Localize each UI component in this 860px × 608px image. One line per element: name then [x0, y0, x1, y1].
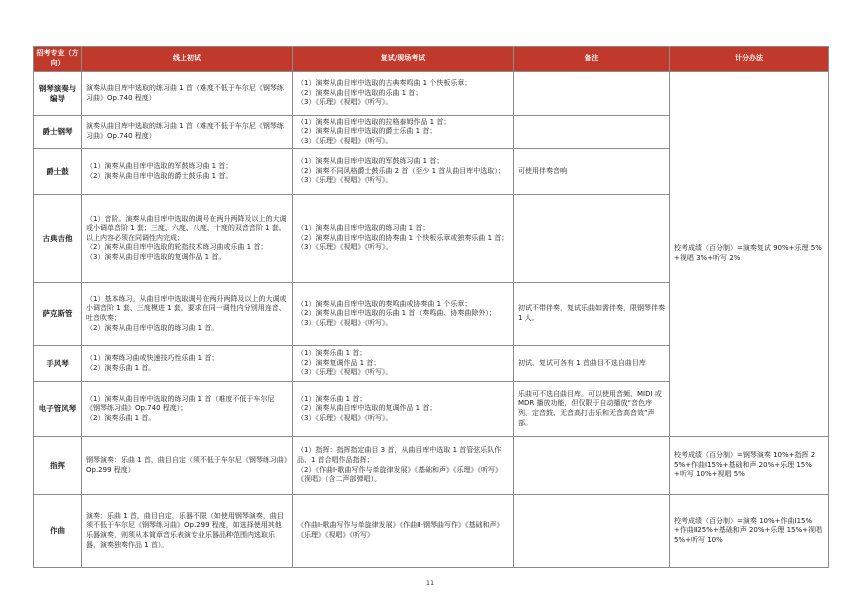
text-line: （1）演奏乐曲 1 首；	[297, 349, 367, 358]
notes-cell	[514, 382, 670, 437]
retest-cell	[293, 382, 514, 437]
page-number: 11	[425, 579, 435, 587]
text-line: （3）《乐理》《视唱》《听写》。	[297, 98, 393, 107]
major-name: 手风琴	[34, 346, 82, 382]
text-line: （3）《乐理》《视唱》《听写》。	[297, 176, 393, 185]
online-cell	[82, 437, 293, 495]
text-line: （1）演奏从曲目库中选取的练习曲 1 首；	[297, 224, 430, 233]
retest-cell	[293, 495, 514, 568]
scoring-cell: 校考成绩（百分制）=演奏 10%+作曲Ⅰ15%+作曲Ⅱ25%+基础和声 20%+乐理 15%+视唱 5%+听写 10%	[670, 495, 829, 568]
text-line: （1）演奏从曲目库中选取的军鼓练习曲 1 首；	[86, 161, 233, 170]
notes-cell	[514, 495, 670, 568]
online-cell	[82, 283, 293, 346]
text-line: 演奏：乐曲 1 首，曲目自定，乐器不限（如使用钢琴演奏，曲目须不低于车尔尼《钢琴练习曲》Op.299 程度，如选择使用其他乐器演奏，则须从本简章音乐表演专业乐器品种范围内选取乐器，演奏独奏作品 1 首）。	[86, 511, 284, 549]
retest-cell	[293, 346, 514, 382]
text-line: （1）演奏从曲目库中选取的古典奏鸣曲 1 个快板乐章；	[297, 79, 472, 88]
text-line: （3）《乐理》《视唱》《听写》。	[297, 136, 393, 145]
text-line: （2）演奏从曲目库中选取的练习曲 1 首。	[86, 323, 219, 332]
text-line: （3）《乐理》《视唱》《听写》。	[297, 368, 393, 377]
text-line: （1）演奏从曲目库中选取的军鼓练习曲 1 首；	[297, 157, 444, 166]
notes-cell	[514, 283, 670, 346]
text-line: （2）《作曲Ⅰ-歌曲写作与单旋律发展》《基础和声》《乐理》《听写》《视唱》（含二声部弹唱）。	[297, 465, 503, 484]
online-cell	[82, 495, 293, 568]
text-line: （1）演奏从曲目库中选取的拉格泰姆作品 1 首；	[297, 117, 451, 126]
text-line: 初试不带伴奏，复试乐曲如需伴奏，限钢琴伴奏 1 人。	[518, 304, 665, 322]
text-line: （3）演奏从曲目库中选取的复调作品 1 首。	[86, 252, 226, 261]
header-scoring: 计分办法	[670, 47, 829, 72]
text-line: （2）演奏复调作品 1 首；	[297, 358, 381, 367]
text-line: 钢琴演奏：乐曲 1 首，曲目自定（须不低于车尔尼《钢琴练习曲》Op.299 程度）	[86, 455, 288, 474]
header-notes: 备注	[514, 47, 670, 72]
notes-cell	[514, 195, 670, 283]
text-line: （3）《乐理》《视唱》《听写》。	[297, 413, 393, 422]
retest-cell	[293, 72, 514, 116]
header-online-exam: 线上初试	[82, 47, 293, 72]
major-name: 古典吉他	[34, 195, 82, 283]
admission-table	[33, 46, 829, 568]
header-retest: 复试/现场考试	[293, 47, 514, 72]
text-line: 可使用伴奏音响	[518, 166, 567, 175]
text-line: 演奏从曲目库中选取的练习曲 1 首（难度不低于车尔尼《钢琴练习曲》Op.740 程度）	[86, 122, 284, 140]
major-name: 电子管风琴	[34, 382, 82, 437]
text-line: （3）《乐理》《视唱》《听写》。	[297, 243, 393, 252]
notes-cell	[514, 346, 670, 382]
major-name: 爵士鼓	[34, 149, 82, 195]
table-row	[34, 437, 829, 495]
notes-cell	[514, 149, 670, 195]
table-row	[34, 72, 829, 116]
scoring-cell: 校考成绩（百分制）=演奏复试 90%+乐理 5%+视唱 3%+听写 2%	[670, 72, 829, 437]
text-line: （1）音阶。演奏从曲目库中选取的调号在两升两降及以上的大调或小调单音阶 1 套；三度、六度、八度、十度的双音音阶 1 套。以上内容必须在同调性内完成；	[86, 214, 287, 242]
text-line: （2）演奏乐曲 1 首。	[86, 363, 156, 372]
major-name: 萨克斯管	[34, 283, 82, 346]
header-major: 招考专业（方向）	[34, 47, 82, 72]
retest-cell	[293, 195, 514, 283]
text-line: （2）演奏从曲目库中选取的轮指技术练习曲或乐曲 1 首；	[86, 243, 268, 252]
notes-cell	[514, 72, 670, 116]
major-name: 作曲	[34, 495, 82, 568]
text-line: （1）演奏乐曲 1 首；	[297, 394, 367, 403]
online-cell	[82, 195, 293, 283]
text-line: 《作曲Ⅰ-歌曲写作与单旋律发展》《作曲Ⅱ-钢琴曲写作》《基础和声》《乐理》《视唱》《听写》	[297, 521, 504, 539]
online-cell	[82, 116, 293, 149]
scoring-cell: 校考成绩（百分制）=钢琴演奏 10%+指挥 25%+作曲Ⅰ15%+基础和声 20%+乐理 15%+听写 10%+视唱 5%	[670, 437, 829, 495]
notes-cell	[514, 437, 670, 495]
text-line: （2）演奏从曲目库中选取的复调作品 1 首；	[297, 404, 437, 413]
notes-cell	[514, 116, 670, 149]
text-line: 乐曲可不选自曲目库。可以使用音频、MIDI 或 MDR 播放功能，但仅限于自动播放“音色序列、定音鼓、无音高打击乐和无音高音效”声部。	[518, 389, 662, 427]
online-cell	[82, 72, 293, 116]
text-line: （2）演奏不同风格爵士鼓乐曲 2 首（至少 1 首从曲目库中选取）；	[297, 166, 505, 175]
online-cell	[82, 382, 293, 437]
text-line: （2）演奏从曲目库中选取的爵士鼓乐曲 1 首。	[86, 171, 233, 180]
text-line: （2）演奏从曲目库中选取的协奏曲 1 个快板乐章或独奏乐曲 1 首；	[297, 233, 509, 242]
text-line: 演奏从曲目库中选取的练习曲 1 首（难度不低于车尔尼《钢琴练习曲》Op.740 程度）	[86, 83, 284, 102]
text-line: 初试、复试可各有 1 首曲目不选自曲目库	[518, 358, 646, 367]
retest-cell	[293, 283, 514, 346]
text-line: （1）基本练习。从曲目库中选取调号在两升两降及以上的大调或小调音阶 1 套、三度模进 1 套，要求在同一调性内分别用连音、吐音吹奏；	[86, 294, 287, 322]
text-line: （2）演奏乐曲 1 首。	[86, 413, 156, 422]
text-line: （1）演奏练习曲或快速技巧性乐曲 1 首；	[86, 353, 219, 362]
online-cell	[82, 346, 293, 382]
retest-cell	[293, 116, 514, 149]
table-row	[34, 495, 829, 568]
text-line: （2）演奏从曲目库中选取的乐曲 1 首；	[297, 88, 423, 97]
text-line: （3）《乐理》《视唱》《听写》。	[297, 318, 393, 327]
text-line: （1）演奏从曲目库中选取的练习曲 1 首（难度不低于车尔尼《钢琴练习曲》Op.740 程度）；	[86, 394, 275, 413]
major-name: 指挥	[34, 437, 82, 495]
online-cell	[82, 149, 293, 195]
text-line: （1）指挥：指挥指定曲目 3 首，从曲目库中选取 1 首管弦乐队作品、1 首合唱作品指挥；	[297, 446, 502, 464]
major-name: 爵士钢琴	[34, 116, 82, 149]
text-line: （2）演奏从曲目库中选取的爵士乐曲 1 首；	[297, 127, 437, 136]
retest-cell	[293, 149, 514, 195]
text-line: （2）演奏从曲目库中选取的乐曲 1 首（奏鸣曲、协奏曲除外）；	[297, 309, 496, 318]
retest-cell	[293, 437, 514, 495]
table-header-row	[34, 47, 829, 72]
text-line: （1）演奏从曲目库中选取的奏鸣曲或协奏曲 1 个乐章；	[297, 299, 472, 308]
major-name: 钢琴演奏与编导	[34, 72, 82, 116]
